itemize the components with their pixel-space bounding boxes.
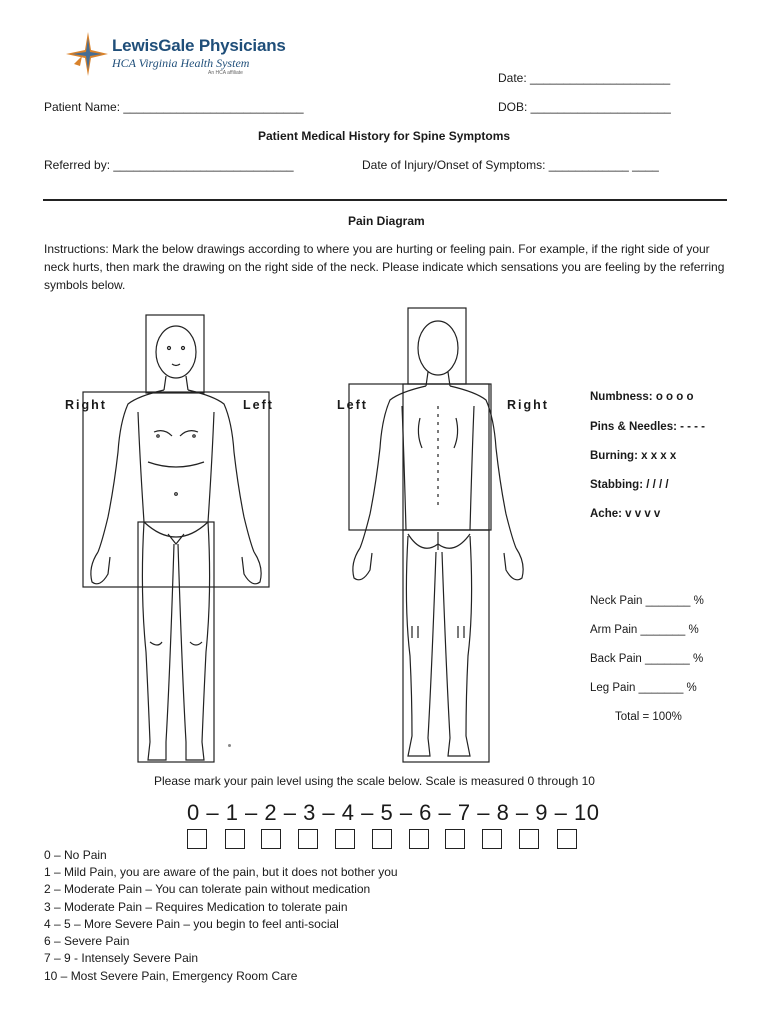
back-left-label: Left bbox=[337, 398, 368, 412]
scale-key-item: 1 – Mild Pain, you are aware of the pain, but it does not bother you bbox=[44, 865, 398, 879]
scale-key-item: 4 – 5 – More Severe Pain – you begin to feel anti-social bbox=[44, 917, 339, 931]
scale-key-item: 2 – Moderate Pain – You can tolerate pain without medication bbox=[44, 882, 371, 896]
pain-checkbox-4[interactable] bbox=[335, 829, 355, 849]
logo-fineprint: An HCA affiliate bbox=[208, 70, 243, 76]
front-left-label: Left bbox=[243, 398, 274, 412]
symbol-ache: Ache: v v v v bbox=[590, 508, 661, 520]
back-right-label: Right bbox=[507, 398, 549, 412]
onset-date-field[interactable]: Date of Injury/Onset of Symptoms: ____________ ____ bbox=[362, 158, 659, 172]
arm-pain-field[interactable]: Arm Pain _______ % bbox=[590, 624, 699, 636]
back-pain-field[interactable]: Back Pain _______ % bbox=[590, 653, 704, 665]
date-field[interactable]: Date: _____________________ bbox=[498, 71, 671, 85]
scale-key-item: 6 – Severe Pain bbox=[44, 934, 130, 948]
scale-key-item: 3 – Moderate Pain – Requires Medication to tolerate pain bbox=[44, 900, 348, 914]
form-title: Patient Medical History for Spine Symptoms bbox=[258, 129, 511, 143]
dob-field[interactable]: DOB: _____________________ bbox=[498, 100, 671, 114]
scale-key-item: 10 – Most Severe Pain, Emergency Room Care bbox=[44, 969, 298, 983]
divider-line bbox=[43, 199, 727, 201]
pain-checkbox-5[interactable] bbox=[372, 829, 392, 849]
instructions-text: Instructions: Mark the below drawings according to where you are hurting or feeling pain. For example, if the right side of your neck hurts, then mark the drawing on the right side of the neck. Please indicate which sensations you are feeling by the referring symbols below. bbox=[44, 242, 725, 292]
scale-instruction: Please mark your pain level using the scale below. Scale is measured 0 through 10 bbox=[154, 774, 595, 788]
pain-checkbox-2[interactable] bbox=[261, 829, 281, 849]
pain-diagram-title: Pain Diagram bbox=[348, 214, 425, 228]
star-logo-icon bbox=[60, 30, 110, 80]
pain-checkbox-10[interactable] bbox=[557, 829, 577, 849]
pain-checkbox-1[interactable] bbox=[225, 829, 245, 849]
pain-checkbox-9[interactable] bbox=[519, 829, 539, 849]
total-percent: Total = 100% bbox=[615, 711, 682, 723]
front-body-diagram[interactable] bbox=[78, 312, 288, 772]
pain-checkbox-7[interactable] bbox=[445, 829, 465, 849]
front-right-label: Right bbox=[65, 398, 107, 412]
pain-checkbox-8[interactable] bbox=[482, 829, 502, 849]
lewisgale-logo bbox=[60, 30, 300, 80]
patient-name-field[interactable]: Patient Name: ___________________________ bbox=[44, 100, 304, 114]
referred-by-field[interactable]: Referred by: ___________________________ bbox=[44, 158, 294, 172]
pain-checkbox-6[interactable] bbox=[409, 829, 429, 849]
pain-scale-numbers: 0 – 1 – 2 – 3 – 4 – 5 – 6 – 7 – 8 – 9 – 10 bbox=[187, 800, 600, 825]
symbol-pins-needles: Pins & Needles: - - - - bbox=[590, 421, 706, 433]
pain-checkbox-3[interactable] bbox=[298, 829, 318, 849]
leg-pain-field[interactable]: Leg Pain _______ % bbox=[590, 682, 697, 694]
symbol-stabbing: Stabbing: / / / / bbox=[590, 479, 669, 491]
logo-name: LewisGale Physicians bbox=[112, 36, 286, 55]
scale-key-item: 7 – 9 - Intensely Severe Pain bbox=[44, 951, 199, 965]
symbol-burning: Burning: x x x x bbox=[590, 450, 677, 462]
back-body-diagram[interactable] bbox=[340, 306, 550, 768]
neck-pain-field[interactable]: Neck Pain _______ % bbox=[590, 595, 704, 607]
pain-checkbox-0[interactable] bbox=[187, 829, 207, 849]
logo-tagline: HCA Virginia Health System bbox=[112, 56, 250, 70]
symbol-numbness: Numbness: o o o o bbox=[590, 391, 694, 403]
stray-dot bbox=[228, 744, 231, 747]
scale-key-item: 0 – No Pain bbox=[44, 848, 107, 862]
